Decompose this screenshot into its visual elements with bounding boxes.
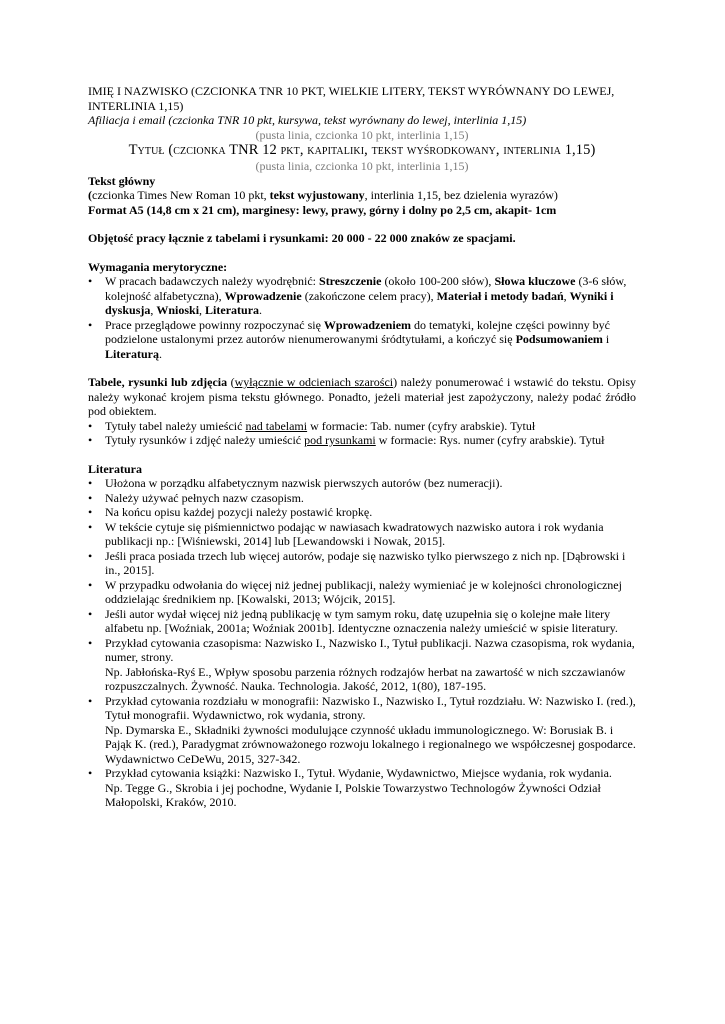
list-item: • W pracach badawczych należy wyodrębnić: Streszczenie (około 100-200 słów), Słowa kluczowe (3-6 słów, kolejność alfabetyczna), Wprowadzenie (zakończone celem pracy), Materiał i metody badań, Wyniki i dyskusja, Wnioski, Literatura. [88,274,627,317]
main-text-description: (czcionka Times New Roman 10 pkt, tekst wyjustowany, interlinia 1,15, bez dzielenia wyrazów) [88,188,558,202]
bullet-icon: • [88,606,93,621]
list-item: • Tytuły tabel należy umieścić nad tabelami w formacie: Tab. numer (cyfry arabskie). Tytuł [88,418,536,433]
list-item: • Przykład cytowania rozdziału w monografii: Nazwisko I., Nazwisko I., Tytuł rozdziału. W: Nazwisko I. (red.), Tytuł monografii. Wydawnictwo, rok wydania, strony. Np. Dymarska E., Składniki żywności modulujące czynność układu immunologicznego. W: Borusiak B. i Pająk K. (red.), Paradygmat zrównoważonego rozwoju lokalnego i regionalnego we współczesnej gospodarce. Wydawnictwo CeDeWu, 2015, 327-342. [88,693,636,766]
bullet-icon: • [88,317,93,332]
literature-heading: Literatura [88,461,142,476]
affiliation-line: Afiliacja i email (czcionka TNR 10 pkt, kursywa, tekst wyrównany do lewej, interlinia 1,15) [88,113,527,127]
bullet-icon: • [88,433,93,447]
book-example: Np. Tegge G., Skrobia i jej pochodne, Wydanie I, Polskie Towarzystwo Technologów Żywności Odział Małopolski, Kraków, 2010. [105,780,601,809]
volume-line: Objętość pracy łącznie z tabelami i rysunkami: 20 000 - 22 000 znaków ze spacjami. [88,231,516,245]
list-item: • Prace przeglądowe powinny rozpoczynać się Wprowadzeniem do tematyki, kolejne części powinny być podzielone ustalonymi przez autorów nienumerowanymi śródtytułami, a kończyć się Podsumowaniem i Literaturą. [88,317,610,361]
bullet-icon: • [88,505,93,519]
list-item: • Należy używać pełnych nazw czasopism. [88,490,304,505]
bullet-icon: • [88,693,93,708]
format-line: Format A5 (14,8 cm x 21 cm), marginesy: lewy, prawy, górny i dolny po 2,5 cm, akapit- 1cm [88,202,557,217]
list-item: • Jeśli autor wydał więcej niż jedną publikację w tym samym roku, datę uzupełnia się o kolejne małe litery alfabetu np. [Woźniak, 2001a; Woźniak 2001b]. Identyczne oznaczenia należy umieścić w spisie literatury. [88,606,618,635]
list-item: • Ułożona w porządku alfabetycznym nazwisk pierwszych autorów (bez numeracji). [88,476,503,490]
literature-list [88,476,636,810]
requirements-list [88,274,636,361]
list-item: • W przypadku odwołania do więcej niż jednej publikacji, należy wymieniać je w kolejności chronologicznej oddzielając średnikiem np. [Kowalski, 2013; Wójcik, 2015]. [88,577,622,606]
bullet-icon: • [88,548,93,563]
list-item: • Tytuły rysunków i zdjęć należy umieścić pod rysunkami w formacie: Rys. numer (cyfry arabskie). Tytuł [88,433,605,447]
tables-list [88,419,636,448]
requirements-heading: Wymagania merytoryczne: [88,259,228,274]
bullet-icon: • [88,519,93,534]
main-text-heading: Tekst główny [88,173,156,188]
bullet-icon: • [88,766,93,780]
list-item: • Jeśli praca posiada trzech lub więcej autorów, podaje się nazwisko tylko pierwszego z nich np. [Dąbrowski i in., 2015]. [88,548,626,577]
bullet-icon: • [88,418,93,433]
bullet-icon: • [88,274,93,288]
bullet-icon: • [88,490,93,505]
list-item: • Przykład cytowania czasopisma: Nazwisko I., Nazwisko I., Tytuł publikacji. Nazwa czasopisma, rok wydania, numer, strony. Np. Jabłońska-Ryś E., Wpływ sposobu parzenia różnych rodzajów herbat na zawartość w nich szczawianów rozpuszczalnych. Żywność. Nauka. Technologia. Jakość, 2012, 1(80), 187-195. [88,635,635,693]
tables-paragraph: Tabele, rysunki lub zdjęcia (wyłącznie w odcieniach szarości) należy ponumerować i wstawić do tekstu. Opisy należy wykonać krojem pisma tekstu głównego. Ponadto, jeżeli materiał jest zapożyczony, należy podać źródło pod obiektem. [88,375,637,418]
title-line: Tytuł (czcionka TNR 12 pkt, kapitaliki, tekst wyśrodkowany, interlinia 1,15) [128,142,596,158]
list-item: • Przykład cytowania książki: Nazwisko I., Tytuł. Wydanie, Wydawnictwo, Miejsce wydania, rok wydania. Np. Tegge G., Skrobia i jej pochodne, Wydanie I, Polskie Towarzystwo Technologów Żywności Odział Małopolski, Kraków, 2010. [88,766,612,809]
chapter-example: Np. Dymarska E., Składniki żywności modulujące czynność układu immunologicznego. W: Borusiak B. i Pająk K. (red.), Paradygmat zrównoważonego rozwoju lokalnego i regionalnego we współczesnej gospodarce. Wydawnictwo CeDeWu, 2015, 327-342. [105,722,636,766]
bullet-icon: • [88,577,93,592]
author-name-line: IMIĘ I NAZWISKO (CZCIONKA TNR 10 PKT, WIELKIE LITERY, TEKST WYRÓWNANY DO LEWEJ, INTERLINIA 1,15) [88,84,615,113]
list-item: • W tekście cytuje się piśmiennictwo podając w nawiasach kwadratowych nazwisko autora i rok wydania publikacji np.: [Wiśniewski, 2014] lub [Lewandowski i Nowak, 2015]. [88,519,604,548]
bullet-icon: • [88,635,93,650]
journal-example: Np. Jabłońska-Ryś E., Wpływ sposobu parzenia różnych rodzajów herbat na zawartość w nich szczawianów rozpuszczalnych. Żywność. Nauka. Technologia. Jakość, 2012, 1(80), 187-195. [105,664,626,693]
document-page [88,84,636,810]
list-item: • Na końcu opisu każdej pozycji należy postawić kropkę. [88,505,373,519]
empty-line-note-1: (pusta linia, czcionka 10 pkt, interlinia 1,15) [255,127,469,142]
bullet-icon: • [88,476,93,490]
empty-line-note-2: (pusta linia, czcionka 10 pkt, interlinia 1,15) [255,159,469,173]
